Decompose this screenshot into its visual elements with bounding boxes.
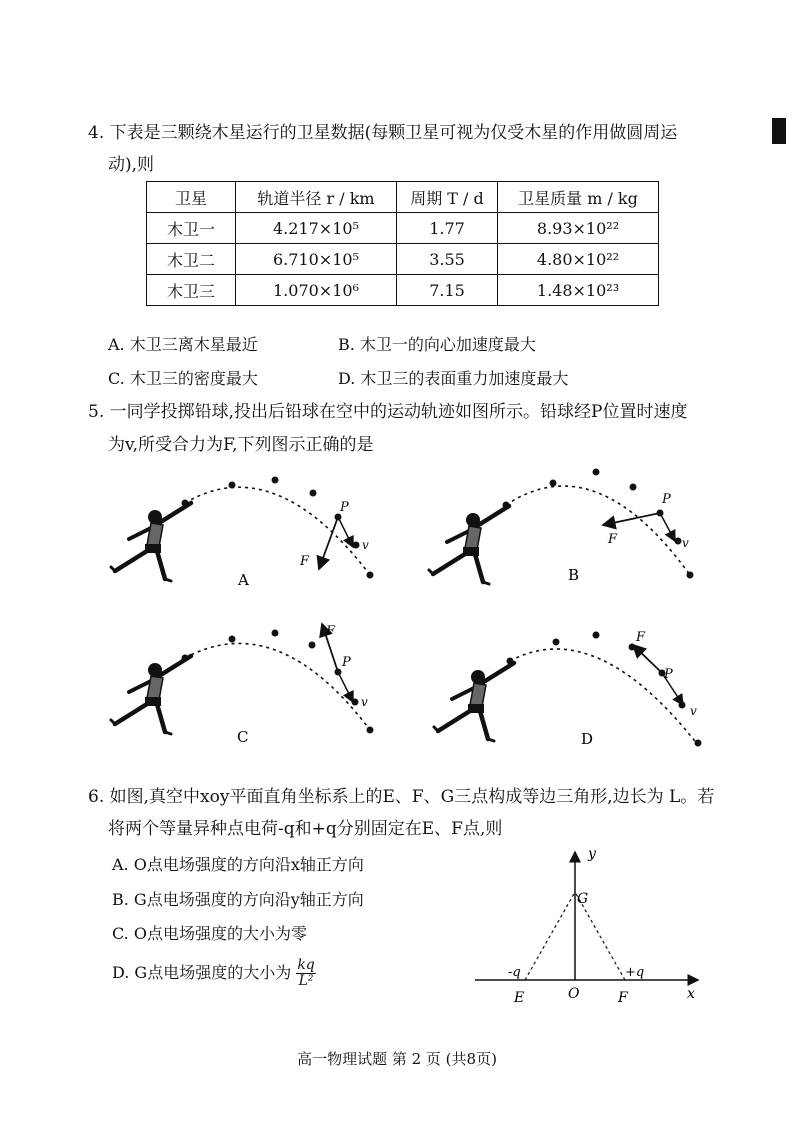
q6-stem-line2: 将两个等量异种点电荷-q和+q分别固定在E、F点,则	[108, 819, 503, 839]
label-f: F	[636, 630, 646, 645]
q4-option-c: C. 木卫三的密度最大	[108, 369, 258, 388]
label-v: v	[361, 695, 368, 709]
table-header: 卫星质量 m / kg	[498, 182, 659, 213]
fraction-numerator: kq	[297, 957, 315, 973]
label-v: v	[690, 704, 697, 718]
trajectory-panel-c	[100, 620, 390, 750]
table-cell: 6.710×10⁵	[236, 244, 397, 275]
point-g-label: G	[577, 891, 589, 907]
label-f: F	[326, 624, 336, 639]
table-row	[147, 213, 659, 244]
table-cell: 7.15	[397, 275, 498, 306]
q4-option-b: B. 木卫一的向心加速度最大	[338, 335, 536, 354]
satellite-data-table	[146, 181, 659, 306]
positive-charge-label: +q	[625, 965, 645, 980]
fraction-denominator: L²	[298, 973, 314, 989]
origin-label: O	[568, 986, 580, 1002]
label-p: P	[662, 492, 671, 507]
table-header: 周期 T / d	[397, 182, 498, 213]
negative-charge-label: -q	[508, 965, 521, 980]
table-row	[147, 244, 659, 275]
table-header: 轨道半径 r / km	[236, 182, 397, 213]
table-row	[147, 275, 659, 306]
table-cell: 4.80×10²²	[498, 244, 659, 275]
q4-stem-line2: 动),则	[108, 155, 155, 175]
x-axis-label: x	[687, 986, 695, 1002]
trajectory-panel-a	[100, 465, 390, 595]
label-p: P	[342, 655, 351, 670]
label-f: F	[300, 554, 310, 569]
point-f-label: F	[618, 990, 628, 1006]
table-cell: 1.77	[397, 213, 498, 244]
table-cell: 8.93×10²²	[498, 213, 659, 244]
point-e-label: E	[514, 990, 525, 1006]
q4-stem-line1: 4. 下表是三颗绕木星运行的卫星数据(每颗卫星可视为仅受木星的作用做圆周运	[88, 123, 678, 143]
table-cell: 木卫一	[147, 213, 236, 244]
table-header-row	[147, 182, 659, 213]
panel-label: A	[238, 571, 249, 589]
q6-option-d	[112, 958, 316, 989]
trajectory-panel-b	[428, 465, 718, 595]
trajectory-panel-d	[428, 625, 718, 755]
q5-stem-line1: 5. 一同学投掷铅球,投出后铅球在空中的运动轨迹如图所示。铅球经P位置时速度	[88, 402, 688, 422]
label-p: P	[340, 500, 349, 515]
panel-label: D	[581, 730, 594, 748]
label-v: v	[362, 538, 369, 552]
table-cell: 1.48×10²³	[498, 275, 659, 306]
table-cell: 木卫三	[147, 275, 236, 306]
table-cell: 3.55	[397, 244, 498, 275]
q6-option-d-text: D. G点电场强度的大小为	[112, 963, 292, 982]
label-p: P	[664, 667, 673, 682]
q6-option-a: A. O点电场强度的方向沿x轴正方向	[112, 855, 364, 874]
table-cell: 木卫二	[147, 244, 236, 275]
label-f: F	[608, 532, 618, 547]
q6-option-c: C. O点电场强度的大小为零	[112, 924, 307, 943]
q4-option-a: A. 木卫三离木星最近	[108, 335, 258, 354]
panel-label: C	[237, 728, 249, 746]
triangle-side-eg	[525, 892, 575, 980]
table-header: 卫星	[147, 182, 236, 213]
q5-stem-line2: 为v,所受合力为F,下列图示正确的是	[108, 435, 374, 455]
table-cell: 4.217×10⁵	[236, 213, 397, 244]
charge-coordinate-diagram	[470, 840, 710, 1010]
q6-option-b: B. G点电场强度的方向沿y轴正方向	[112, 890, 364, 909]
q6-stem-line1: 6. 如图,真空中xoy平面直角坐标系上的E、F、G三点构成等边三角形,边长为 L。若	[88, 787, 715, 807]
panel-label: B	[568, 566, 580, 584]
fraction-kq-over-l2	[296, 958, 315, 989]
q4-option-d: D. 木卫三的表面重力加速度最大	[338, 369, 569, 388]
page-footer: 高一物理试题 第 2 页 (共8页)	[297, 1050, 497, 1068]
table-cell: 1.070×10⁶	[236, 275, 397, 306]
label-v: v	[682, 536, 689, 550]
y-axis-label: y	[588, 846, 596, 862]
page-edge-marker	[772, 118, 786, 144]
